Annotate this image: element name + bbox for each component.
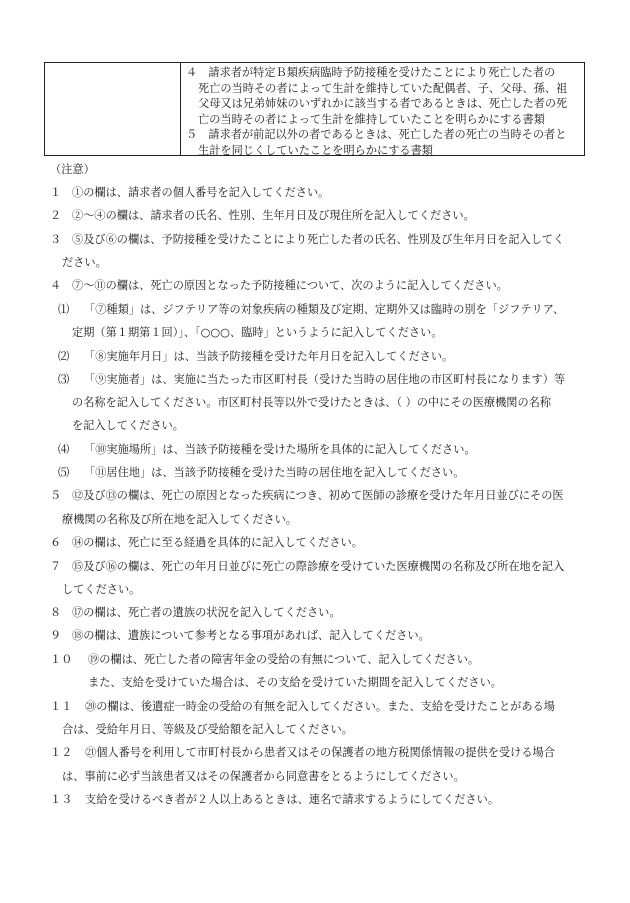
note-item: １０ ⑲の欄は、死亡した者の障害年金の受給の有無について、記入してください。 [50,653,480,666]
table-line: 生計を同じくしていたことを明らかにする書類 [198,143,433,157]
table-line: ５ 請求者が前記以外の者であるときは、死亡した者の死亡の当時その者と [186,128,567,141]
note-item: ５ ⑫及び⑬の欄は、死亡の原因となった疾病につき、初めて医師の診療を受けた年月日並びにその医 [50,489,564,502]
note-item-continuation: は、事前に必ず当該患者又はその保護者から同意書をとるようにしてください。 [62,770,465,783]
table-right-cell [186,65,580,158]
table-line: 父母又は兄弟姉妹のいずれかに該当する者であるときは、死亡した者の死 [198,97,568,110]
note-item-continuation: 療機関の名称及び所在地を記入してください。 [62,513,297,526]
note-item: １２ ㉑個人番号を利用して市町村長から患者又はその保護者の地方税関係情報の提供を受ける場合 [50,746,555,759]
note-item: １１ ⑳の欄は、後遺症一時金の受給の有無を記入してください。また、支給を受けたことがある場 [50,700,555,713]
note-item-continuation: ださい。 [62,256,107,269]
table-line: 死亡の当時その者によって生計を維持していた配偶者、子、父母、孫、祖 [198,81,568,95]
note-item-continuation: してください。 [62,583,141,596]
note-subitem: ⑶ 「⑨実施者」は、実施に当たった市区町村長（受けた当時の居住地の市区町村長になります）等 [58,373,566,386]
notes-heading: （注意） [50,163,95,176]
note-item-paragraph: また、支給を受けていた場合は、その支給を受けていた期間を記入してください。 [88,676,502,689]
note-subitem: ⑵ 「⑧実施年月日」は、当該予防接種を受けた年月日を記入してください。 [58,350,454,363]
note-subitem-continuation: を記入してください。 [72,419,184,432]
note-item: ２ ②～④の欄は、請求者の氏名、性別、生年月日及び現住所を記入してください。 [50,209,475,222]
attachment-table [44,62,585,156]
table-column-divider [180,63,181,155]
table-line: ４ 請求者が特定Ｂ類疾病臨時予防接種を受けたことにより死亡した者の [186,66,556,79]
table-line: 亡の当時その者によって生計を維持していたことを明らかにする書類 [198,112,545,126]
note-item: ４ ⑦～⑪の欄は、死亡の原因となった予防接種について、次のように記入してください。 [50,279,508,292]
note-item: ８ ⑰の欄は、死亡者の遺族の状況を記入してください。 [50,606,341,619]
note-subitem: ⑸ 「⑪居住地」は、当該予防接種を受けた当時の居住地を記入してください。 [58,466,465,479]
note-item: ７ ⑮及び⑯の欄は、死亡の年月日並びに死亡の際診療を受けていた医療機関の名称及び所在地を記入 [50,560,565,573]
note-item: ６ ⑭の欄は、死亡に至る経過を具体的に記入してください。 [50,536,363,549]
note-item: ９ ⑱の欄は、遺族について参考となる事項があれば、記入してください。 [50,629,430,642]
note-subitem: ⑴ 「⑦種類」は、ジフテリア等の対象疾病の種類及び定期、定期外又は臨時の別を「ジフテリア、 [58,303,565,316]
note-item-continuation: 合は、受給年月日、等級及び受給額を記入してください。 [62,723,353,736]
note-item: １３ 支給を受けるべき者が２人以上あるときは、連名で請求するようにしてください。 [50,793,499,806]
note-subitem: ⑷ 「⑩実施場所」は、当該予防接種を受けた場所を具体的に記入してください。 [58,443,476,456]
note-subitem-continuation: 定期（第１期第１回）」、「○○○、臨時」というように記入してください。 [72,326,443,339]
note-subitem-continuation: の名称を記入してください。市区町村長等以外で受けたときは、（ ）の中にその医療機関の名称 [72,396,552,409]
note-item: １ ①の欄は、請求者の個人番号を記入してください。 [50,186,330,199]
note-item: ３ ⑤及び⑥の欄は、予防接種を受けたことにより死亡した者の氏名、性別及び生年月日を記入してく [50,233,565,246]
